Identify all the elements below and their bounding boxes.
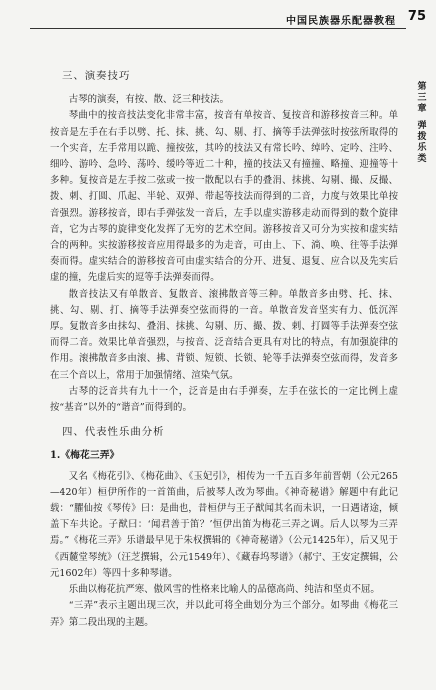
- subheading-meihua: 1.《梅花三弄》: [50, 450, 120, 462]
- paragraph: 琴曲中的按音技法变化非常丰富，按音有单按音、复按音和游移按音三种。单按音是左手在右手以劈、托、抹、挑、勾、剔、打、摘等手法弹弦时按弦所取得的一个实音，左手常用以跪、撞按弦，其吟的技法又有常长吟、绰吟、定吟、注吟、细吟、游吟、急吟、荡吟、缓吟等近二十种，撞的技法又有撞撞、略撞、迎撞等十多种。复按音是左手按二弦或一按一散配以右手的叠涓、抹挑、勾剔、撮、反撮、拨、刺、打圆、爪起、半轮、双弹、带起等技法而得到的二音，力度与效果比单按音强烈。游移按音，即右手弹弦发一音后，左手以虚实游移走动而得到的数个旋律音，它为古琴的旋律变化发挥了无穷的艺术空间。游移按音又可分为实按和虚实结合的两种。实按游移按音应用得最多的为走音，可由上、下、淌、唤、往等手法弹奏而得。虚实结合的游移按音可由虚实结合的分开、进复、退复、应合以及先实后虚的撞，先虚后实的逗等手法弹奏而得。: [50, 110, 398, 284]
- page-header: [0, 0, 436, 34]
- page-number: 75: [407, 9, 426, 24]
- paragraph: “三弄”表示主题出现三次，并以此可将全曲划分为三个部分。如琴曲《梅花三弄》第二段出现的主题。: [50, 600, 398, 628]
- section-heading-techniques: 三、演奏技巧: [62, 70, 131, 82]
- paragraph: 又名《梅花引》、《梅花曲》、《玉妃引》，相传为一千五百多年前晋朝（公元265—420年）桓伊所作的一首笛曲，后被琴人改为琴曲。《神奇秘谱》解题中有此记载：“臞仙按《琴传》曰：是曲也，昔桓伊与王子猷闻其名而未识，一日遇诸途，倾盖下车共论。子猷曰：‘闻君善于笛？’恒伊出笛为梅花三弄之调。后人以琴为三弄焉。”《梅花三弄》乐谱最早见于朱权撰辑的《神奇秘谱》（公元1425年），后又见于《西麓堂琴统》（汪芝撰辑，公元1549年）、《藏春坞琴谱》（郝宁、王安定撰辑，公元1602年）等四十多种琴谱。: [50, 470, 398, 579]
- chapter-side-tab: [414, 82, 430, 165]
- running-head: 中国民族器乐配器教程: [286, 16, 396, 27]
- section-heading-analysis: 四、代表性乐曲分析: [62, 426, 165, 439]
- side-tab-title: 弹拨乐类: [417, 121, 427, 164]
- paragraph: 散音技法又有单散音、复散音、滚拂散音等三种。单散音多由劈、托、抹、挑、勾、剔、打、摘等手法弹奏空弦而得的一音。单散音发音坚实有力、低沉浑厚。复散音多由抹勾、叠涓、抹挑、勾剔、历、撮、拨、剌、打圆等手法弹奏空弦而得二音。效果比单音强烈，与按音、泛音结合更具有对比的特点，有加强旋律的作用。滚拂散音多由滚、拂、背锁、短锁、长锁、轮等手法弹奏空弦而得，发音多在三个音以上，常用于加强情绪、渲染气氛。: [50, 288, 398, 381]
- page-body: [50, 68, 398, 631]
- paragraph: 乐曲以梅花抗严寒、傲风雪的性格来比喻人的品德高尚、纯洁和坚贞不屈。: [68, 584, 380, 596]
- paragraph: 古琴的演奏，有按、散、泛三种技法。: [68, 94, 230, 106]
- header-rule: [30, 28, 406, 29]
- paragraph: 古琴的泛音共有九十一个，泛音是由右手弹奏，左手在弦长的一定比例上虚按“基音”以外的“谐音”而得到的。: [50, 385, 398, 414]
- side-tab-chapter: 第三章: [417, 82, 427, 114]
